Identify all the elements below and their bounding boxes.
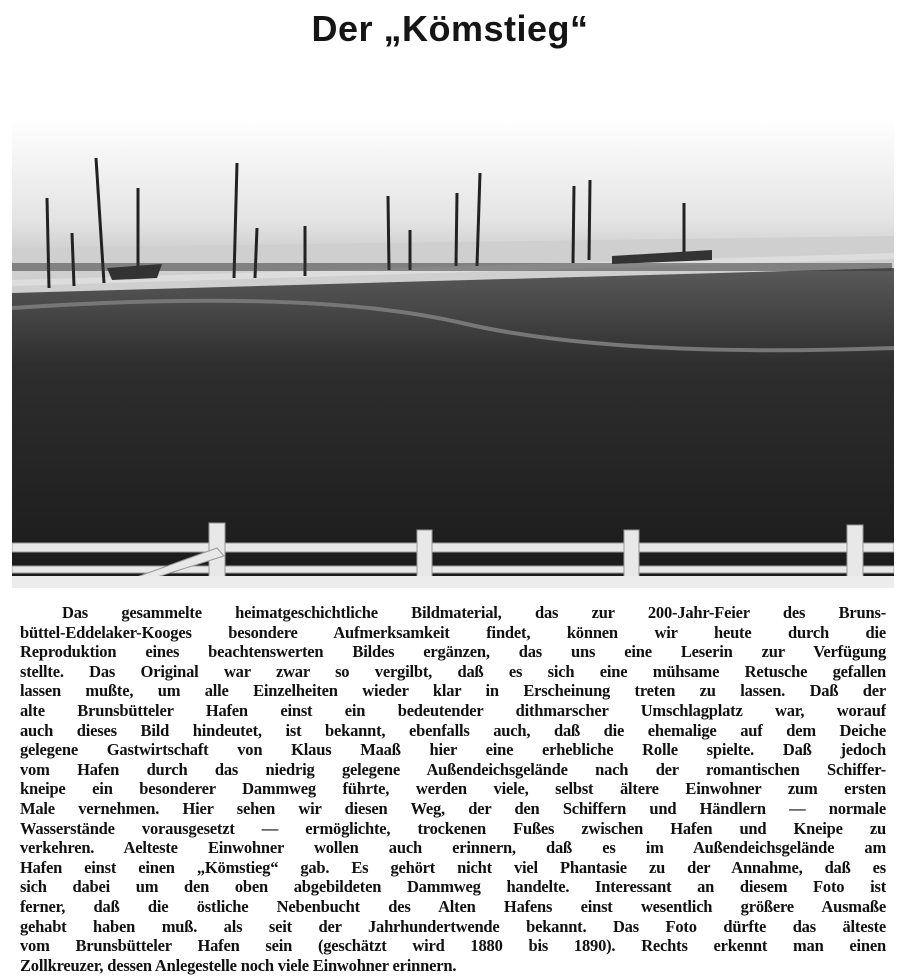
article-line: Zollkreuzer, dessen Anlegestelle noch viele Einwohner erinnern. xyxy=(20,955,457,975)
article-line: lassen mußte, um alle Einzelheiten wieder klar in Erscheinung treten zu lassen. Daß der xyxy=(20,681,886,701)
article-line: verkehren. Aelteste Einwohner wollen auch erinnern, daß es im Außendeichsgelände am xyxy=(20,838,886,858)
article-line: Wasserstände vorausgesetzt — ermöglichte, trockenen Fußes zwischen Hafen und Kneipe zu xyxy=(20,818,886,838)
article-line: stellte. Das Original war zwar so vergilbt, daß es sich eine mühsame Retusche gefallen xyxy=(20,661,886,681)
article-line: kneipe ein besonderer Dammweg führte, werden viele, selbst ältere Einwohner zum ersten xyxy=(20,779,886,799)
article-body xyxy=(20,603,886,975)
article-line: Das gesammelte heimatgeschichtliche Bildmaterial, das zur 200-Jahr-Feier des Bruns- xyxy=(62,603,886,622)
harbour-photo xyxy=(12,118,894,588)
article-line: Hafen einst einen „Kömstieg“ gab. Es gehört nicht viel Phantasie zu der Annahme, daß es xyxy=(20,857,886,877)
article-line: auch dieses Bild hindeutet, ist bekannt, ebenfalls auch, daß die ehemalige auf dem Deiche xyxy=(20,720,886,740)
field xyxy=(12,268,894,588)
article-line: vom Brunsbütteler Hafen sein (geschätzt wird 1880 bis 1890). Rechts erkennt man einen xyxy=(20,936,886,956)
article-line: sich dabei um den oben abgebildeten Dammweg handelte. Interessant an diesem Foto ist xyxy=(20,877,886,897)
headline: Der „Kömstieg“ xyxy=(311,8,589,49)
article-line: büttel-Eddelaker-Kooges besondere Aufmerksamkeit findet, können wir heute durch die xyxy=(20,622,886,642)
article-line: gehabt haben muß. als seit der Jahrhundertwende bekannt. Das Foto dürfte das älteste xyxy=(20,916,886,936)
foreground xyxy=(12,576,894,588)
article-line: alte Brunsbütteler Hafen einst ein bedeutender dithmarscher Umschlagplatz war, worauf xyxy=(20,700,886,720)
article-line: vom Hafen durch das niedrig gelegene Außendeichsgelände nach der romantischen Schiffer- xyxy=(20,759,886,779)
article-line: Male vernehmen. Hier sehen wir diesen Weg, der den Schiffern und Händlern — normale xyxy=(20,798,886,818)
article-line: Reproduktion eines beachtenswerten Bildes ergänzen, das uns eine Leserin zur Verfügung xyxy=(20,642,886,662)
article-line: gelegene Gastwirtschaft von Klaus Maaß hier eine erhebliche Rolle spielte. Daß jedoch xyxy=(20,740,886,760)
article-line: ferner, daß die östliche Nebenbucht des Alten Hafens einst wesentlich größere Ausmaße xyxy=(20,896,886,916)
